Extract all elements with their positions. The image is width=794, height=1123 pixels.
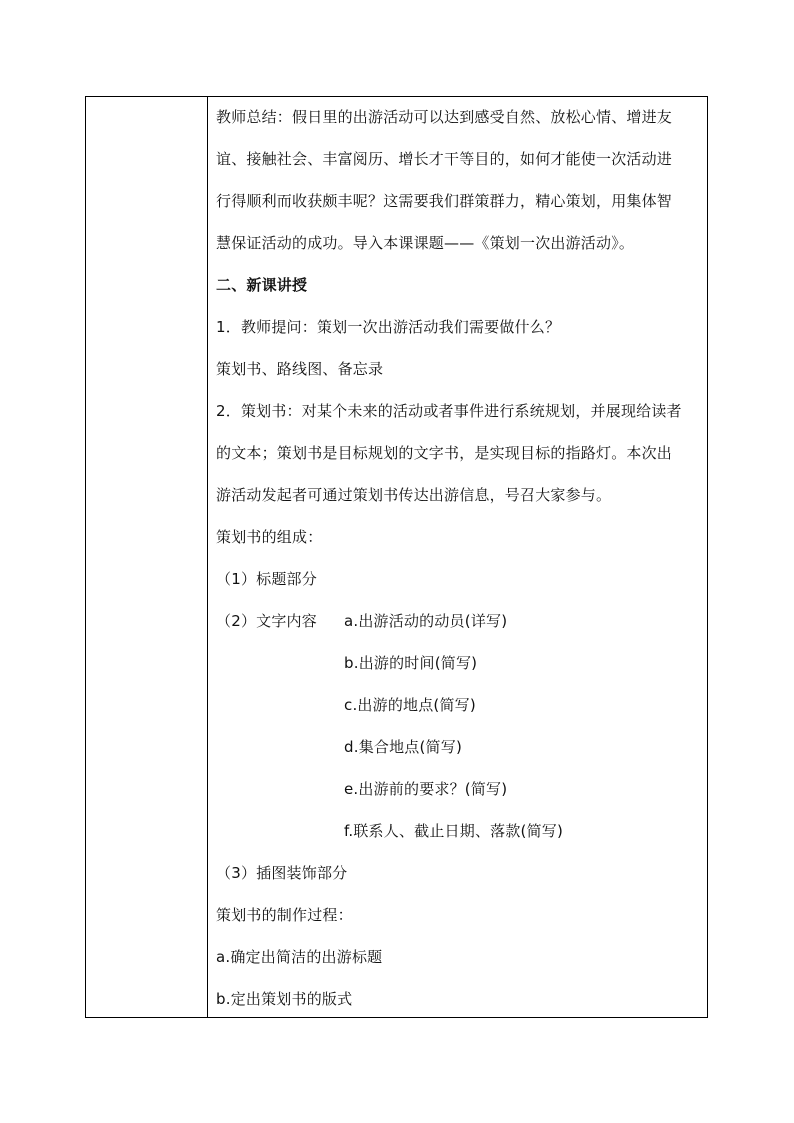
composition-item-3: （3）插图装饰部分 [216,864,348,882]
sub-item-f: f.联系人、截止日期、落款(简写) [344,822,564,840]
definition-line-2: 的文本；策划书是目标规划的文字书，是实现目标的指路灯。本次出 [216,444,673,462]
definition-line-1: 2．策划书：对某个未来的活动或者事件进行系统规划，并展现给读者 [216,402,682,420]
section-heading: 二、新课讲授 [216,276,308,294]
summary-line-1: 教师总结：假日里的出游活动可以达到感受自然、放松心情、增进友 [216,108,673,126]
lesson-table [85,96,708,1018]
composition-item-2: （2）文字内容 [216,612,317,630]
column-divider [207,97,208,1017]
process-heading: 策划书的制作过程： [216,906,353,924]
question-line: 1．教师提问：策划一次出游活动我们需要做什么？ [216,318,561,336]
answer-line: 策划书、路线图、备忘录 [216,360,384,378]
summary-line-4: 慧保证活动的成功。导入本课课题——《策划一次出游活动》。 [216,234,635,252]
sub-item-a: a.出游活动的动员(详写) [344,612,508,630]
summary-line-3: 行得顺利而收获颇丰呢？这需要我们群策群力，精心策划，用集体智 [216,192,673,210]
composition-item-1: （1）标题部分 [216,570,317,588]
sub-item-b: b.出游的时间(简写) [344,654,478,672]
summary-line-2: 谊、接触社会、丰富阅历、增长才干等目的，如何才能使一次活动进 [216,150,673,168]
sub-item-c: c.出游的地点(简写) [344,696,476,714]
definition-line-3: 游活动发起者可通过策划书传达出游信息，号召大家参与。 [216,486,612,504]
sub-item-e: e.出游前的要求？(简写) [344,780,508,798]
sub-item-d: d.集合地点(简写) [344,738,462,756]
process-step-b: b.定出策划书的版式 [216,990,353,1008]
process-step-a: a.确定出简洁的出游标题 [216,948,383,966]
composition-heading: 策划书的组成： [216,528,323,546]
